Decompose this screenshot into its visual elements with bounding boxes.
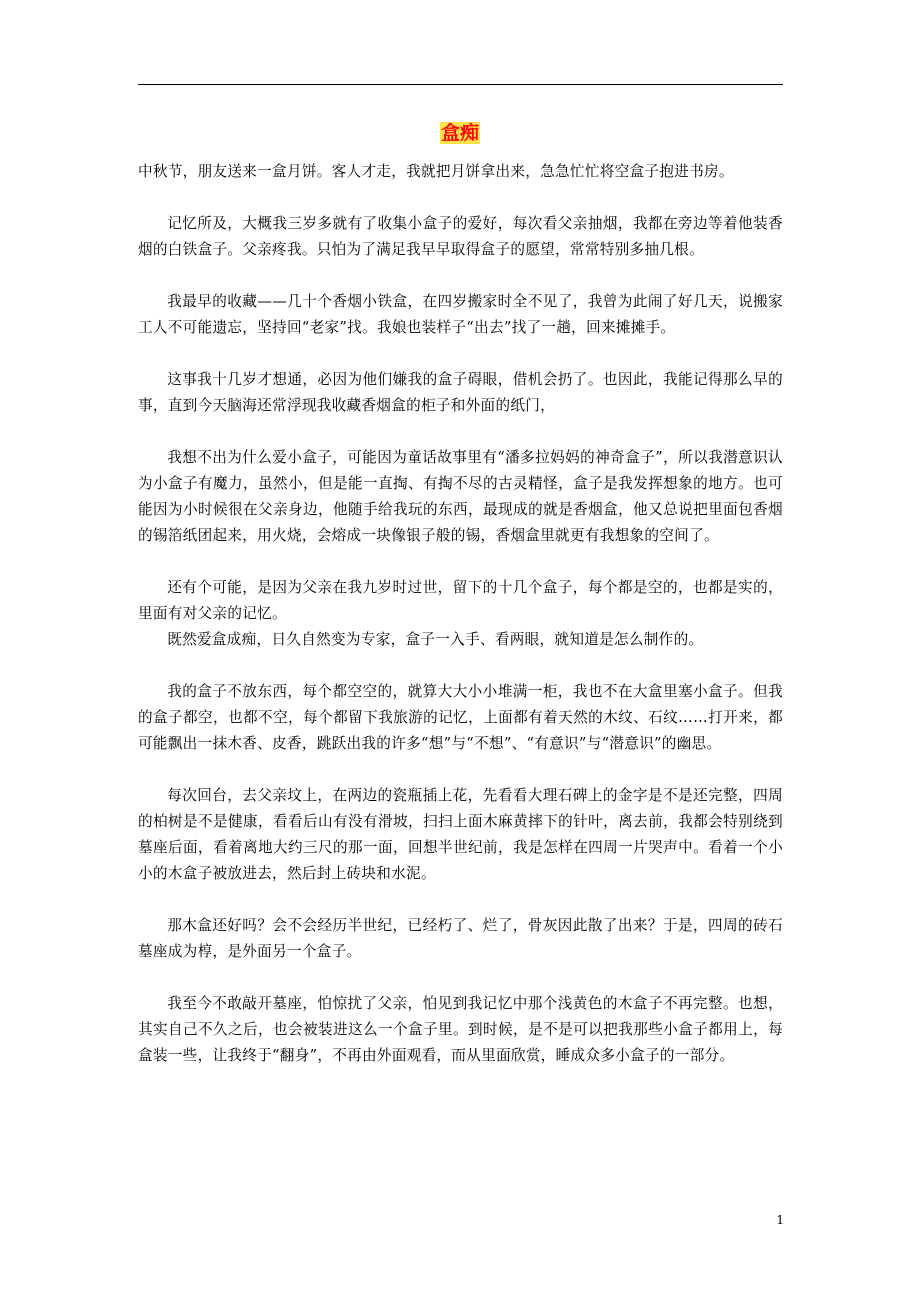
paragraph-8: 我的盒子不放东西，每个都空空的，就算大大小小堆满一柜，我也不在大盒里塞小盒子。但我的盒子都空，也都不空，每个都留下我旅游的记忆，上面都有着天然的木纹、石纹……打开来，都可能飘出一抹木香、皮香，跳跃出我的许多“想”与“不想”、“有意识”与“潜意识”的幽思。: [138, 683, 783, 752]
paragraph-3: 我最早的收藏——几十个香烟小铁盒，在四岁搬家时全不见了，我曾为此闹了好几天，说搬家工人不可能遗忘，坚持回“老家”找。我娘也装样子“出去”找了一趟，回来摊摊手。: [138, 293, 783, 336]
document-title-text: 盒痴: [440, 122, 479, 144]
paragraph-5: 我想不出为什么爱小盒子，可能因为童话故事里有“潘多拉妈妈的神奇盒子”，所以我潜意识认为小盒子有魔力，虽然小，但是能一直掏、有掏不尽的古灵精怪，盒子是我发挥想象的地方。也可能因为小时候很在父亲身边，他随手给我玩的东西，最现成的就是香烟盒，他又总说把里面包香烟的锡箔纸团起来，用火烧，会熔成一块像银子般的锡，香烟盒里就更有我想象的空间了。: [138, 449, 783, 544]
header-rule: [138, 84, 783, 85]
document-title: [0, 119, 920, 147]
paragraph-7: 既然爱盒成痴，日久自然变为专家，盒子一入手、看两眼，就知道是怎么制作的。: [167, 631, 704, 648]
paragraph-4: 这事我十几岁才想通，必因为他们嫌我的盒子碍眼，借机会扔了。也因此，我能记得那么早的事，直到今天脑海还常浮现我收藏香烟盒的柜子和外面的纸门，: [138, 371, 783, 414]
paragraph-6: 还有个可能，是因为父亲在我九岁时过世，留下的十几个盒子，每个都是空的，也都是实的，里面有对父亲的记忆。: [138, 579, 783, 622]
page-number: 1: [776, 1213, 784, 1227]
paragraph-10: 那木盒还好吗？会不会经历半世纪，已经朽了、烂了，骨灰因此散了出来？于是，四周的砖石墓座成为椁，是外面另一个盒子。: [138, 917, 783, 960]
paragraph-2: 记忆所及，大概我三岁多就有了收集小盒子的爱好，每次看父亲抽烟，我都在旁边等着他装香烟的白铁盒子。父亲疼我。只怕为了满足我早早取得盒子的愿望，常常特别多抽几根。: [138, 215, 783, 258]
paragraph-9: 每次回台，去父亲坟上，在两边的瓷瓶插上花，先看看大理石碑上的金字是不是还完整，四周的柏树是不是健康，看看后山有没有滑坡，扫扫上面木麻黄摔下的针叶，离去前，我都会特别绕到墓座后面，看着离地大约三尺的那一面，回想半世纪前，我是怎样在四周一片哭声中。看着一个小小的木盒子被放进去，然后封上砖块和水泥。: [138, 787, 783, 882]
document-body: [138, 159, 783, 1069]
paragraph-1: 中秋节，朋友送来一盒月饼。客人才走，我就把月饼拿出来，急急忙忙将空盒子抱进书房。: [138, 163, 734, 180]
paragraph-11: 我至今不敢敲开墓座，怕惊扰了父亲，怕见到我记忆中那个浅黄色的木盒子不再完整。也想，其实自己不久之后，也会被装进这么一个盒子里。到时候，是不是可以把我那些小盒子都用上，每盒装一些，让我终于“翻身”，不再由外面观看，而从里面欣赏，睡成众多小盒子的一部分。: [138, 995, 783, 1064]
